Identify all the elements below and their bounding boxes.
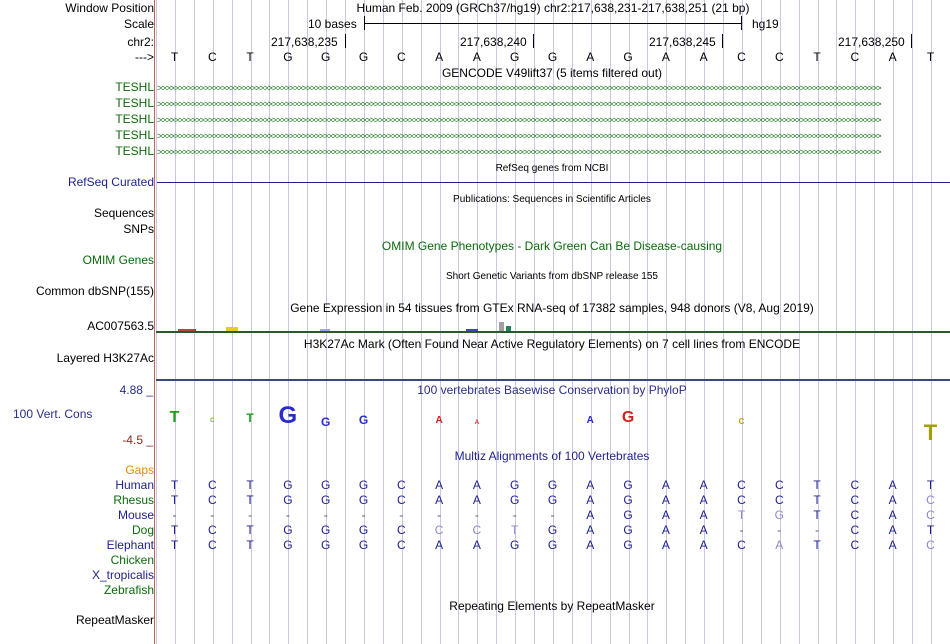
reference-base: A — [888, 50, 897, 64]
alignment-base: C — [207, 523, 217, 537]
alignment-base: A — [699, 523, 708, 537]
reference-base: G — [358, 50, 369, 64]
dbsnp-track-label[interactable]: Common dbSNP(155) — [35, 284, 154, 298]
position-240: 217,638,240 — [460, 35, 527, 49]
alignment-base: - — [815, 523, 820, 537]
publications-track-title[interactable]: Publications: Sequences in Scientific Articles — [453, 194, 651, 205]
scale-label: Scale — [123, 17, 154, 31]
alignment-base: T — [246, 538, 254, 552]
repeatmasker-track-title[interactable]: Repeating Elements by RepeatMasker — [449, 599, 655, 613]
alignment-base: T — [926, 478, 935, 492]
alignment-base: - — [512, 508, 517, 522]
omim-track-title[interactable]: OMIM Gene Phenotypes - Dark Green Can Be Disease-causing — [381, 239, 723, 253]
alignment-base: C — [396, 478, 406, 492]
alignment-base: - — [739, 523, 744, 537]
reference-base: G — [547, 50, 558, 64]
alignment-base: A — [661, 493, 670, 507]
alignment-base: A — [699, 538, 708, 552]
alignment-base: A — [699, 493, 708, 507]
phylop-base-glyph: C — [210, 418, 215, 424]
species-label-x_tropicalis[interactable]: X_tropicalis — [91, 568, 154, 582]
species-label-chicken[interactable]: Chicken — [110, 553, 154, 567]
alignment-base: T — [813, 508, 821, 522]
snps-label[interactable]: SNPs — [123, 222, 154, 236]
alignment-base: G — [623, 493, 633, 507]
species-label-dog[interactable]: Dog — [131, 523, 154, 537]
strand-label: ---> — [135, 50, 154, 64]
phylop-base-glyph: G — [358, 413, 369, 427]
alignment-base: A — [661, 508, 670, 522]
alignment-base: G — [510, 478, 520, 492]
alignment-base: A — [435, 478, 444, 492]
alignment-base: - — [210, 508, 215, 522]
phylop-base-glyph: T — [246, 411, 254, 425]
assembly-label: hg19 — [752, 17, 779, 31]
reference-base: C — [737, 50, 746, 64]
alignment-base: A — [775, 538, 784, 552]
multiz-track-title[interactable]: Multiz Alignments of 100 Vertebrates — [454, 449, 650, 463]
alignment-base: T — [170, 538, 179, 552]
position-tick-235 — [345, 34, 346, 48]
alignment-base: G — [283, 493, 293, 507]
alignment-base: A — [888, 508, 897, 522]
refseq-track-label[interactable]: RefSeq Curated — [67, 175, 154, 189]
alignment-base: - — [361, 508, 366, 522]
gencode-item-label[interactable]: TESHL — [115, 80, 154, 94]
phylop-max-label: 4.88 _ — [119, 383, 153, 397]
alignment-base: G — [283, 478, 293, 492]
alignment-base: C — [737, 493, 746, 507]
refseq-track-title[interactable]: RefSeq genes from NCBI — [495, 163, 609, 174]
alignment-base: G — [623, 508, 633, 522]
alignment-base: G — [358, 478, 369, 492]
alignment-base: A — [586, 538, 595, 552]
alignment-base: G — [547, 523, 558, 537]
alignment-base: T — [170, 523, 179, 537]
phylop-base-glyph: G — [621, 409, 635, 426]
omim-track-label[interactable]: OMIM Genes — [82, 253, 154, 267]
alignment-base: C — [850, 493, 860, 507]
chromosome-label: chr2: — [127, 35, 154, 49]
scale-bar-text: 10 bases — [308, 17, 357, 31]
alignment-base: G — [321, 538, 331, 552]
alignment-base: C — [737, 538, 746, 552]
alignment-base: T — [813, 493, 821, 507]
phylop-base-glyph: T — [923, 420, 938, 445]
phylop-base-glyph: A — [474, 420, 480, 426]
alignment-base: G — [547, 493, 558, 507]
h3k27ac-track-title[interactable]: H3K27Ac Mark (Often Found Near Active Regulatory Elements) on 7 cell lines from ENCODE — [303, 337, 801, 351]
alignment-base: C — [207, 478, 217, 492]
alignment-base: G — [774, 508, 784, 522]
alignment-base: G — [623, 523, 633, 537]
reference-base: C — [207, 50, 217, 64]
alignment-base: A — [699, 478, 708, 492]
alignment-base: A — [472, 478, 481, 492]
phylop-base-glyph: A — [435, 415, 443, 426]
reference-base: A — [435, 50, 444, 64]
phylop-track-label[interactable]: 100 Vert. Cons — [13, 407, 93, 421]
scale-bar-line — [364, 23, 741, 24]
gencode-item-label[interactable]: TESHL — [115, 128, 154, 142]
species-label-rhesus[interactable]: Rhesus — [113, 493, 154, 507]
reference-base: C — [850, 50, 860, 64]
phylop-base-glyph: A — [586, 415, 594, 426]
alignment-base: A — [586, 508, 595, 522]
reference-base: T — [926, 50, 935, 64]
alignment-base: G — [510, 538, 520, 552]
alignment-base: A — [888, 478, 897, 492]
position-tick-240 — [533, 34, 534, 48]
alignment-base: C — [774, 478, 784, 492]
alignment-base: T — [813, 538, 821, 552]
alignment-base: A — [586, 523, 595, 537]
species-label-elephant[interactable]: Elephant — [106, 538, 154, 552]
reference-base: G — [623, 50, 633, 64]
position-250: 217,638,250 — [838, 35, 905, 49]
reference-base: T — [246, 50, 254, 64]
species-label-human[interactable]: Human — [115, 478, 154, 492]
phylop-base-glyph: C — [738, 417, 745, 426]
gencode-item-label[interactable]: TESHL — [115, 144, 154, 158]
reference-base: T — [813, 50, 821, 64]
gtex-baseline — [156, 331, 950, 333]
alignment-base: A — [661, 523, 670, 537]
alignment-base: T — [926, 523, 935, 537]
alignment-base: A — [888, 523, 897, 537]
alignment-base: G — [358, 493, 369, 507]
phylop-base-glyph: G — [278, 402, 298, 429]
alignment-base: A — [888, 538, 897, 552]
gencode-item-label[interactable]: TESHL — [115, 96, 154, 110]
alignment-base: T — [246, 493, 254, 507]
alignment-base: G — [623, 538, 633, 552]
alignment-base: A — [699, 508, 708, 522]
alignment-base: - — [437, 508, 442, 522]
reference-base: C — [774, 50, 784, 64]
alignment-base: C — [396, 523, 406, 537]
gtex-track-label[interactable]: AC007563.5 — [87, 319, 154, 333]
dbsnp-track-title[interactable]: Short Genetic Variants from dbSNP release 155 — [446, 271, 658, 282]
alignment-base: A — [586, 493, 595, 507]
alignment-base: G — [623, 478, 633, 492]
alignment-base: C — [472, 523, 482, 537]
alignment-base: C — [774, 493, 784, 507]
alignment-base: C — [850, 538, 860, 552]
phylop-track-title[interactable]: 100 vertebrates Basewise Conservation by PhyloP — [417, 383, 687, 397]
alignment-base: A — [435, 538, 444, 552]
position-tick-250 — [911, 34, 912, 48]
h3k27ac-track-label[interactable]: Layered H3K27Ac — [56, 351, 154, 365]
alignment-base: C — [396, 493, 406, 507]
alignment-base: - — [777, 523, 782, 537]
alignment-base: T — [246, 478, 254, 492]
alignment-base: - — [172, 508, 177, 522]
alignment-base: G — [510, 493, 520, 507]
alignment-base: A — [472, 493, 481, 507]
alignment-base: C — [207, 493, 217, 507]
alignment-base: - — [550, 508, 555, 522]
gtex-expression-bar[interactable] — [499, 322, 504, 331]
window-position-value: Human Feb. 2009 (GRCh37/hg19) chr2:217,638,231-217,638,251 (21 bp) — [356, 1, 750, 15]
reference-base: A — [661, 50, 670, 64]
alignment-base: A — [435, 493, 444, 507]
alignment-base: - — [474, 508, 479, 522]
repeatmasker-track-label[interactable]: RepeatMasker — [75, 613, 154, 627]
alignment-base: G — [547, 478, 558, 492]
gaps-label[interactable]: Gaps — [125, 463, 154, 477]
gencode-transcript-feature[interactable]: >>>>>>>>>>>>>>>>>>>>>>>>>>>>>>>>>>>>>>>>>>>>>>>>>>>>>>>>>>>>>>>>>>>>>>>>>>>>>>>>>>>>>>>>>>>>>>>>>>>>>>>>>>>>>>>>>>>>>>>>>>>>>>>>>>>>>>>>>>>>>>>>>>>>>>>>>>>>>>>>>>>>>>>>>> — [157, 100, 881, 108]
reference-base: G — [321, 50, 331, 64]
alignment-base: C — [926, 493, 935, 507]
gencode-transcript-feature[interactable]: >>>>>>>>>>>>>>>>>>>>>>>>>>>>>>>>>>>>>>>>>>>>>>>>>>>>>>>>>>>>>>>>>>>>>>>>>>>>>>>>>>>>>>>>>>>>>>>>>>>>>>>>>>>>>>>>>>>>>>>>>>>>>>>>>>>>>>>>>>>>>>>>>>>>>>>>>>>>>>>>>>>>>>>>>> — [157, 116, 881, 124]
gtex-track-title[interactable]: Gene Expression in 54 tissues from GTEx RNA-seq of 17382 samples, 948 donors (V8, Aug 2019) — [290, 301, 814, 315]
alignment-base: T — [246, 523, 254, 537]
alignment-base: T — [813, 478, 821, 492]
alignment-base: A — [586, 478, 595, 492]
phylop-min-label: -4.5 _ — [122, 433, 153, 447]
gencode-transcript-feature[interactable]: >>>>>>>>>>>>>>>>>>>>>>>>>>>>>>>>>>>>>>>>>>>>>>>>>>>>>>>>>>>>>>>>>>>>>>>>>>>>>>>>>>>>>>>>>>>>>>>>>>>>>>>>>>>>>>>>>>>>>>>>>>>>>>>>>>>>>>>>>>>>>>>>>>>>>>>>>>>>>>>>>>>>>>>>>> — [157, 132, 881, 140]
alignment-base: G — [283, 538, 293, 552]
alignment-base: G — [321, 523, 331, 537]
alignment-base: C — [850, 478, 860, 492]
alignment-base: T — [170, 478, 179, 492]
alignment-base: G — [283, 523, 293, 537]
alignment-base: A — [888, 493, 897, 507]
reference-base: G — [283, 50, 293, 64]
alignment-base: T — [511, 523, 519, 537]
alignment-base: T — [737, 508, 746, 522]
species-label-mouse[interactable]: Mouse — [117, 508, 154, 522]
alignment-base: C — [926, 508, 935, 522]
reference-base: G — [510, 50, 520, 64]
alignment-base: C — [396, 538, 406, 552]
refseq-gene-line[interactable] — [157, 182, 950, 183]
alignment-base: - — [399, 508, 404, 522]
alignment-base: C — [207, 538, 217, 552]
gencode-transcript-feature[interactable]: >>>>>>>>>>>>>>>>>>>>>>>>>>>>>>>>>>>>>>>>>>>>>>>>>>>>>>>>>>>>>>>>>>>>>>>>>>>>>>>>>>>>>>>>>>>>>>>>>>>>>>>>>>>>>>>>>>>>>>>>>>>>>>>>>>>>>>>>>>>>>>>>>>>>>>>>>>>>>>>>>>>>>>>>>> — [157, 84, 881, 92]
alignment-base: - — [323, 508, 328, 522]
alignment-base: C — [926, 538, 935, 552]
reference-base: A — [472, 50, 481, 64]
sequences-label[interactable]: Sequences — [93, 206, 154, 220]
alignment-base: T — [170, 493, 179, 507]
reference-base: T — [170, 50, 179, 64]
gencode-transcript-feature[interactable]: >>>>>>>>>>>>>>>>>>>>>>>>>>>>>>>>>>>>>>>>>>>>>>>>>>>>>>>>>>>>>>>>>>>>>>>>>>>>>>>>>>>>>>>>>>>>>>>>>>>>>>>>>>>>>>>>>>>>>>>>>>>>>>>>>>>>>>>>>>>>>>>>>>>>>>>>>>>>>>>>>>>>>>>>>> — [157, 148, 881, 156]
alignment-base: C — [434, 523, 444, 537]
h3k27ac-signal-baseline — [156, 379, 950, 381]
alignment-base: G — [358, 538, 369, 552]
alignment-base: C — [737, 478, 746, 492]
alignment-base: - — [285, 508, 290, 522]
alignment-base: G — [321, 478, 331, 492]
alignment-base: A — [472, 538, 481, 552]
scale-bar-right-tick — [741, 16, 742, 30]
species-label-zebrafish[interactable]: Zebrafish — [103, 583, 154, 597]
alignment-base: - — [248, 508, 253, 522]
reference-base: A — [586, 50, 595, 64]
phylop-base-glyph: G — [321, 415, 331, 429]
alignment-base: C — [850, 508, 860, 522]
reference-base: A — [699, 50, 708, 64]
alignment-base: A — [661, 538, 670, 552]
alignment-base: A — [661, 478, 670, 492]
window-position-label: Window Position — [65, 1, 154, 15]
gencode-item-label[interactable]: TESHL — [115, 112, 154, 126]
alignment-base: C — [850, 523, 860, 537]
reference-base: C — [396, 50, 406, 64]
phylop-base-glyph: T — [169, 409, 180, 426]
position-245: 217,638,245 — [649, 35, 716, 49]
alignment-base: G — [547, 538, 558, 552]
alignment-base: G — [358, 523, 369, 537]
alignment-base: G — [321, 493, 331, 507]
position-tick-245 — [722, 34, 723, 48]
position-235: 217,638,235 — [271, 35, 338, 49]
gencode-track-title[interactable]: GENCODE V49lift37 (5 items filtered out) — [441, 66, 663, 80]
